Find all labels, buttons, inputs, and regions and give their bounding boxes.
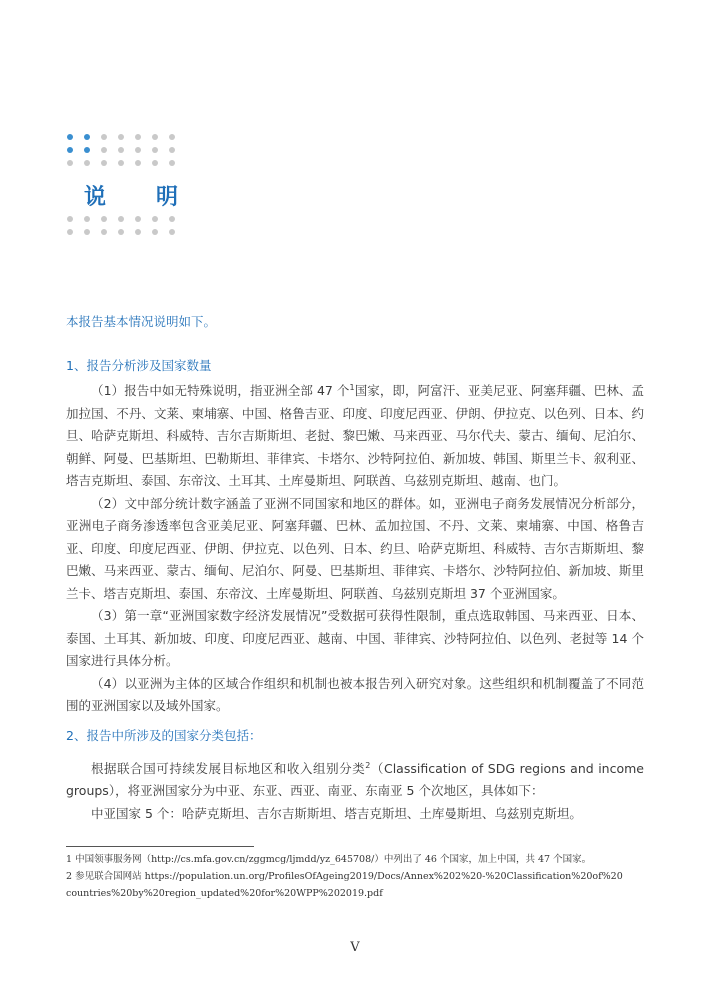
section2-paragraph-2: 中亚国家 5 个：哈萨克斯坦、吉尔吉斯斯坦、塔吉克斯坦、土库曼斯坦、乌兹别克斯坦。 xyxy=(91,805,582,821)
intro-text: 本报告基本情况说明如下。 xyxy=(66,314,217,329)
decorative-dots-top xyxy=(67,134,186,166)
section2-paragraph-1 xyxy=(66,758,644,803)
footnote-1: 1 中国领事服务网（http://cs.mfa.gov.cn/zggmcg/ljmdd/yz_645708/）中列出了 46 个国家，加上中国，共 47 个国家。 xyxy=(66,854,592,865)
section1-paragraph-3: （3）第一章“亚洲国家数字经济发展情况”受数据可获得性限制，重点选取韩国、马来西亚、日本、泰国、土耳其、新加坡、印度、印度尼西亚、越南、中国、菲律宾、沙特阿拉伯、以色列、老挝等 14 个国家进行具体分析。 xyxy=(66,608,644,668)
footnote-2: 2 参见联合国网站 https://population.un.org/ProfilesOfAgeing2019/Docs/Annex%202%20-%20Classification%20of%20 xyxy=(66,871,623,882)
footnote-ref-2[interactable]: 2 xyxy=(365,760,371,770)
section1-paragraph-2: （2）文中部分统计数字涵盖了亚洲不同国家和地区的群体。如，亚洲电子商务发展情况分析部分，亚洲电子商务渗透率包含亚美尼亚、阿塞拜疆、巴林、孟加拉国、不丹、文莱、柬埔寨、中国、格鲁吉亚、印度、印度尼西亚、伊朗、伊拉克、以色列、日本、约旦、哈萨克斯坦、科威特、吉尔吉斯斯坦、黎巴嫩、马来西亚、蒙古、缅甸、尼泊尔、阿曼、巴基斯坦、菲律宾、卡塔尔、沙特阿拉伯、新加坡、斯里兰卡、塔吉克斯坦、泰国、东帝汶、土库曼斯坦、阿联酋、乌兹别克斯坦 37 个亚洲国家。 xyxy=(66,495,644,601)
footnotes xyxy=(66,846,646,902)
section1-p1-part-b: 国家，即，阿富汗、亚美尼亚、阿塞拜疆、巴林、孟加拉国、不丹、文莱、柬埔寨、中国、格鲁吉亚、印度、印度尼西亚、伊朗、伊拉克、以色列、日本、约旦、哈萨克斯坦、科威特、吉尔吉斯斯坦、老挝、黎巴嫩、马来西亚、马尔代夫、蒙古、缅甸、尼泊尔、朝鲜、阿曼、巴基斯坦、巴勒斯坦、菲律宾、卡塔尔、沙特阿拉伯、新加坡、韩国、斯里兰卡、叙利亚、塔吉克斯坦、泰国、东帝汶、土耳其、土库曼斯坦、阿联酋、乌兹别克斯坦、越南、也门。 xyxy=(66,383,644,488)
section1-p1-part-a: （1）报告中如无特殊说明，指亚洲全部 47 个 xyxy=(91,383,350,398)
section2-p1-part-b: （Classification of SDG regions and income groups），将亚洲国家分为中亚、东亚、西亚、南亚、东南亚 5 个次地区，具体如下： xyxy=(66,760,644,798)
section1-paragraph-1 xyxy=(66,380,644,493)
page-title: 说 明 xyxy=(84,185,193,210)
section1-paragraph-4: （4）以亚洲为主体的区域合作组织和机制也被本报告列入研究对象。这些组织和机制覆盖了不同范围的亚洲国家以及域外国家。 xyxy=(66,675,644,713)
footnote-divider xyxy=(66,846,254,847)
main-content xyxy=(66,312,644,825)
footnote-ref-1[interactable]: 1 xyxy=(349,382,355,392)
decorative-dots-bottom xyxy=(67,216,186,235)
section2-heading: 2、报告中所涉及的国家分类包括： xyxy=(66,727,262,743)
section1-heading: 1、报告分析涉及国家数量 xyxy=(66,358,212,373)
footnote-2-continued: countries%20by%20region_updated%20for%20WPP%202019.pdf xyxy=(66,888,383,899)
page-number: V xyxy=(350,940,360,955)
section2-p1-part-a: 根据联合国可持续发展目标地区和收入组别分类 xyxy=(91,760,366,776)
